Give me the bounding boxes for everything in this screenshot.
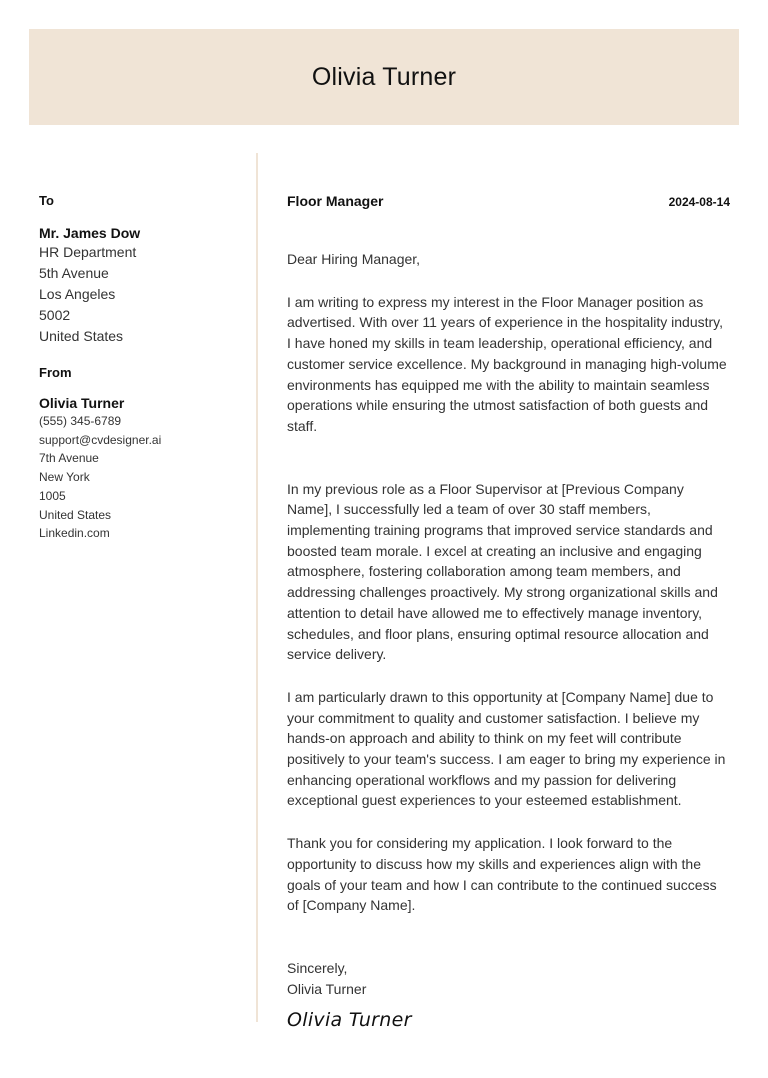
sender-contact	[39, 412, 244, 543]
paragraph: Thank you for considering my application. I look forward to the opportunity to discuss how my skills and experiences align with the goals of your team and how I can contribute to the continued success of [Company Name].	[287, 835, 717, 914]
closing-name: Olivia Turner	[287, 980, 367, 997]
letter-date: 2024-08-14	[668, 195, 730, 209]
recipient-line: 5002	[39, 307, 71, 323]
paragraph: In my previous role as a Floor Supervisor at [Previous Company Name], I successfully led a team of over 30 staff members, implementing training programs that improved service standards and boosted team morale. I excel at creating an inclusive and engaging atmosphere, fostering collaboration among team members, and addressing challenges proactively. My strong organizational skills and attention to detail have allowed me to effectively manage inventory, schedules, and floor plans, ensuring optimal resource allocation and service delivery.	[287, 480, 718, 663]
letter-header-row	[287, 193, 730, 209]
recipient-section-title: To	[39, 193, 54, 208]
sender-line: 7th Avenue	[39, 451, 99, 466]
closing-block	[287, 958, 730, 999]
sender-section-title: From	[39, 365, 72, 380]
page-title: Olivia Turner	[311, 62, 457, 91]
letter-body	[287, 193, 730, 1031]
recipient-line: HR Department	[39, 244, 137, 260]
sender-phone: (555) 345-6789	[39, 414, 122, 428]
recipient-address	[39, 242, 244, 347]
greeting: Dear Hiring Manager,	[287, 251, 421, 267]
signature: Olivia Turner	[287, 1009, 412, 1032]
sender-linkedin: Linkedin.com	[39, 526, 110, 541]
header-banner	[29, 29, 739, 125]
sender-line: 1005	[39, 488, 66, 503]
recipient-name: Mr. James Dow	[39, 225, 141, 241]
column-divider	[256, 153, 258, 1022]
recipient-line: Los Angeles	[39, 286, 116, 302]
paragraph: I am writing to express my interest in the Floor Manager position as advertised. With over 11 years of experience in the hospitality industry, I have honed my skills in team leadership, operational efficiency, and customer service excellence. My background in managing high-volume environments has equipped me with the ability to maintain seamless operations while ensuring the utmost satisfaction of both guests and staff.	[287, 293, 727, 434]
paragraph: I am particularly drawn to this opportunity at [Company Name] due to your commitment to quality and customer satisfaction. I believe my hands-on approach and ability to think on my feet will contribute positively to your team's success. I am eager to bring my experience in enhancing operational workflows and my passion for delivering exceptional guest experiences to your esteemed establishment.	[287, 688, 726, 809]
recipient-line: United States	[39, 328, 124, 344]
sender-name: Olivia Turner	[39, 395, 125, 411]
recipient-line: 5th Avenue	[39, 265, 109, 281]
sender-line: New York	[39, 470, 90, 485]
sidebar	[39, 193, 244, 543]
job-role: Floor Manager	[287, 193, 384, 209]
sender-line: United States	[39, 507, 112, 522]
sender-email: support@cvdesigner.ai	[39, 432, 162, 447]
closing-phrase: Sincerely,	[287, 959, 348, 976]
